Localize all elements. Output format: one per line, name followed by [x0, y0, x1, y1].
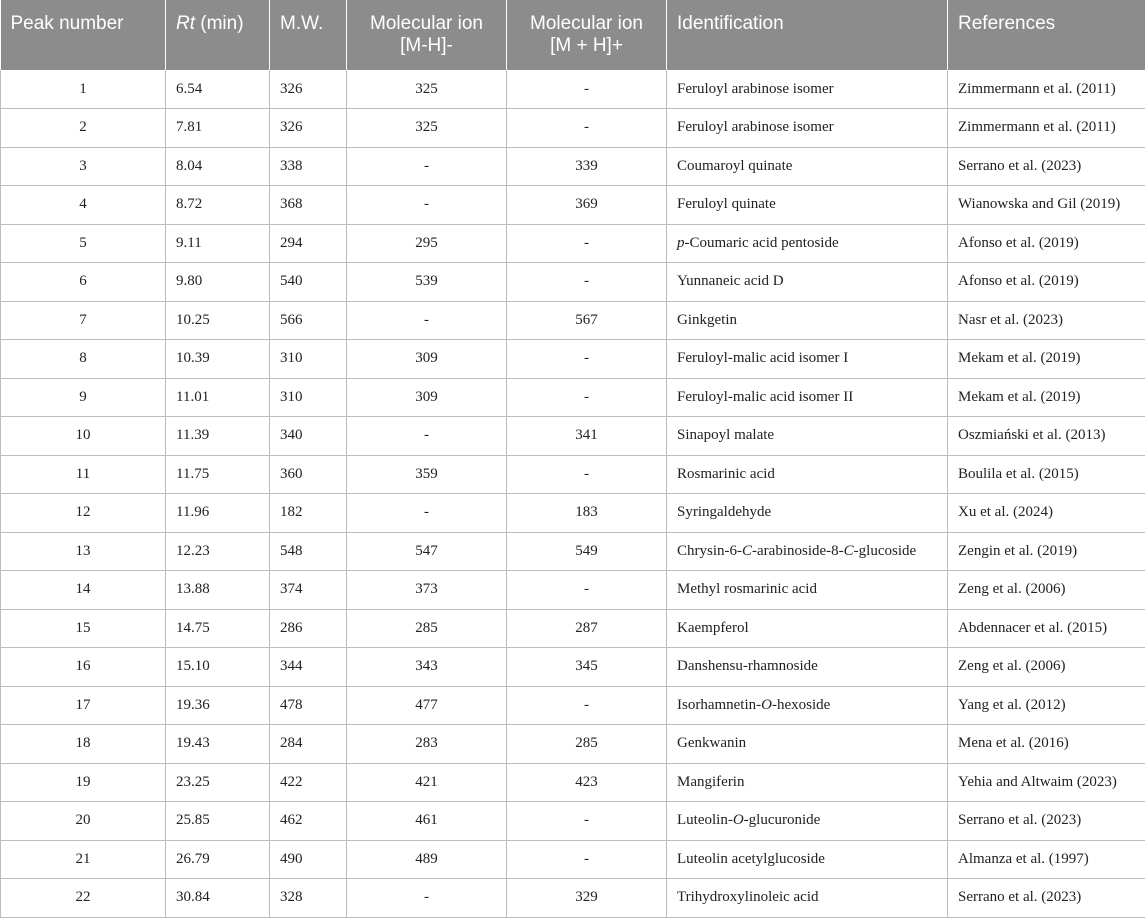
identification-segment: Genkwanin — [677, 735, 747, 752]
table-body — [1, 70, 1145, 917]
cell-reference: Boulila et al. (2015) — [948, 455, 1145, 494]
cell-peak-number: 20 — [1, 802, 166, 841]
cell-reference: Afonso et al. (2019) — [948, 263, 1145, 302]
cell-pos-ion: 345 — [507, 648, 667, 687]
header-pos-ion-line1: Molecular ion — [530, 13, 643, 34]
identification-segment: Kaempferol — [677, 619, 749, 636]
table-row — [1, 70, 1145, 109]
identification-segment: Isorhamnetin- — [677, 696, 762, 713]
cell-pos-ion: - — [507, 263, 667, 302]
table-row — [1, 571, 1145, 610]
cell-pos-ion: 287 — [507, 609, 667, 648]
cell-peak-number: 12 — [1, 494, 166, 533]
cell-pos-ion: - — [507, 378, 667, 417]
cell-pos-ion: - — [507, 70, 667, 109]
cell-neg-ion: - — [347, 301, 507, 340]
identification-segment: Danshensu-rhamnoside — [677, 658, 818, 675]
cell-retention-time: 9.11 — [166, 224, 270, 263]
table-row — [1, 802, 1145, 841]
cell-peak-number: 22 — [1, 879, 166, 918]
table-row — [1, 763, 1145, 802]
table-header — [1, 0, 1145, 70]
cell-peak-number: 9 — [1, 378, 166, 417]
cell-identification — [667, 609, 948, 648]
cell-molecular-weight: 360 — [270, 455, 347, 494]
cell-identification — [667, 648, 948, 687]
cell-reference: Mena et al. (2016) — [948, 725, 1145, 764]
table-row — [1, 494, 1145, 533]
cell-reference: Serrano et al. (2023) — [948, 802, 1145, 841]
cell-neg-ion: 343 — [347, 648, 507, 687]
cell-reference: Almanza et al. (1997) — [948, 840, 1145, 879]
cell-retention-time: 26.79 — [166, 840, 270, 879]
cell-molecular-weight: 340 — [270, 417, 347, 456]
cell-peak-number: 7 — [1, 301, 166, 340]
cell-reference: Zimmermann et al. (2011) — [948, 70, 1145, 109]
header-row — [1, 0, 1145, 70]
cell-neg-ion: - — [347, 879, 507, 918]
identification-segment: -hexoside — [771, 696, 831, 713]
header-identification-label: Identification — [677, 13, 784, 34]
cell-identification — [667, 763, 948, 802]
cell-reference: Zeng et al. (2006) — [948, 648, 1145, 687]
cell-neg-ion: 461 — [347, 802, 507, 841]
table-row — [1, 686, 1145, 725]
cell-molecular-weight: 284 — [270, 725, 347, 764]
cell-reference: Abdennacer et al. (2015) — [948, 609, 1145, 648]
table-row — [1, 532, 1145, 571]
cell-reference: Afonso et al. (2019) — [948, 224, 1145, 263]
cell-neg-ion: 373 — [347, 571, 507, 610]
table-row — [1, 109, 1145, 148]
cell-identification — [667, 686, 948, 725]
cell-retention-time: 13.88 — [166, 571, 270, 610]
table-row — [1, 186, 1145, 225]
cell-molecular-weight: 182 — [270, 494, 347, 533]
identification-segment: Feruloyl-malic acid isomer I — [677, 350, 849, 367]
header-rt-unit: (min) — [195, 13, 244, 34]
cell-reference: Oszmiański et al. (2013) — [948, 417, 1145, 456]
identification-segment: Luteolin- — [677, 812, 733, 829]
cell-peak-number: 6 — [1, 263, 166, 302]
cell-pos-ion: - — [507, 840, 667, 879]
cell-pos-ion: 549 — [507, 532, 667, 571]
cell-molecular-weight: 294 — [270, 224, 347, 263]
cell-pos-ion: - — [507, 571, 667, 610]
identification-segment: Syringaldehyde — [677, 504, 772, 521]
cell-retention-time: 12.23 — [166, 532, 270, 571]
cell-identification — [667, 802, 948, 841]
cell-neg-ion: - — [347, 186, 507, 225]
cell-reference: Mekam et al. (2019) — [948, 340, 1145, 379]
table-row — [1, 378, 1145, 417]
cell-neg-ion: 285 — [347, 609, 507, 648]
cell-peak-number: 21 — [1, 840, 166, 879]
cell-neg-ion: 295 — [347, 224, 507, 263]
cell-identification — [667, 417, 948, 456]
cell-reference: Zimmermann et al. (2011) — [948, 109, 1145, 148]
header-neg-ion — [347, 0, 507, 70]
cell-peak-number: 18 — [1, 725, 166, 764]
cell-molecular-weight: 344 — [270, 648, 347, 687]
cell-pos-ion: 567 — [507, 301, 667, 340]
cell-pos-ion: - — [507, 340, 667, 379]
identification-segment: Feruloyl-malic acid isomer II — [677, 388, 854, 405]
cell-pos-ion: - — [507, 109, 667, 148]
cell-identification — [667, 571, 948, 610]
table-row — [1, 455, 1145, 494]
identification-segment: Yunnaneic acid D — [677, 273, 784, 290]
cell-molecular-weight: 490 — [270, 840, 347, 879]
cell-pos-ion: 285 — [507, 725, 667, 764]
cell-peak-number: 13 — [1, 532, 166, 571]
cell-identification — [667, 494, 948, 533]
cell-neg-ion: 325 — [347, 109, 507, 148]
cell-identification — [667, 263, 948, 302]
table-row — [1, 725, 1145, 764]
cell-molecular-weight: 566 — [270, 301, 347, 340]
cell-peak-number: 10 — [1, 417, 166, 456]
header-neg-ion-line2: [M-H]- — [400, 35, 453, 56]
identification-segment: O — [761, 696, 772, 713]
cell-neg-ion: 539 — [347, 263, 507, 302]
cell-neg-ion: 309 — [347, 340, 507, 379]
table-row — [1, 609, 1145, 648]
cell-identification — [667, 378, 948, 417]
identification-segment: -glucuronide — [743, 812, 821, 829]
cell-reference: Mekam et al. (2019) — [948, 378, 1145, 417]
header-pos-ion-line2: [M + H]+ — [550, 35, 623, 56]
cell-neg-ion: - — [347, 417, 507, 456]
cell-identification — [667, 186, 948, 225]
header-rt-symbol: Rt — [176, 13, 195, 34]
cell-retention-time: 11.39 — [166, 417, 270, 456]
cell-peak-number: 8 — [1, 340, 166, 379]
cell-retention-time: 10.25 — [166, 301, 270, 340]
table-row — [1, 147, 1145, 186]
cell-pos-ion: - — [507, 224, 667, 263]
identification-segment: C — [742, 542, 753, 559]
cell-reference: Zengin et al. (2019) — [948, 532, 1145, 571]
table-row — [1, 417, 1145, 456]
identification-segment: Feruloyl quinate — [677, 196, 776, 213]
cell-retention-time: 25.85 — [166, 802, 270, 841]
cell-pos-ion: 423 — [507, 763, 667, 802]
cell-molecular-weight: 462 — [270, 802, 347, 841]
cell-neg-ion: 325 — [347, 70, 507, 109]
cell-reference: Nasr et al. (2023) — [948, 301, 1145, 340]
cell-identification — [667, 147, 948, 186]
cell-retention-time: 11.75 — [166, 455, 270, 494]
identification-segment: -glucoside — [853, 542, 917, 559]
identification-segment: C — [843, 542, 854, 559]
cell-retention-time: 11.96 — [166, 494, 270, 533]
cell-neg-ion: 489 — [347, 840, 507, 879]
identification-segment: Luteolin acetylglucoside — [677, 850, 825, 867]
cell-retention-time: 6.54 — [166, 70, 270, 109]
cell-pos-ion: - — [507, 802, 667, 841]
cell-peak-number: 2 — [1, 109, 166, 148]
cell-identification — [667, 879, 948, 918]
header-neg-ion-line1: Molecular ion — [370, 13, 483, 34]
cell-reference: Yehia and Altwaim (2023) — [948, 763, 1145, 802]
cell-peak-number: 15 — [1, 609, 166, 648]
cell-pos-ion: - — [507, 686, 667, 725]
identification-segment: Coumaroyl quinate — [677, 157, 793, 174]
header-mw — [270, 0, 347, 70]
cell-molecular-weight: 326 — [270, 70, 347, 109]
cell-identification — [667, 725, 948, 764]
table-row — [1, 879, 1145, 918]
cell-retention-time: 23.25 — [166, 763, 270, 802]
cell-retention-time: 8.72 — [166, 186, 270, 225]
cell-retention-time: 14.75 — [166, 609, 270, 648]
cell-neg-ion: 309 — [347, 378, 507, 417]
cell-neg-ion: - — [347, 494, 507, 533]
cell-peak-number: 19 — [1, 763, 166, 802]
cell-pos-ion: 183 — [507, 494, 667, 533]
identification-segment: Trihydroxylinoleic acid — [677, 889, 819, 906]
cell-neg-ion: 421 — [347, 763, 507, 802]
cell-reference: Serrano et al. (2023) — [948, 879, 1145, 918]
identification-segment: -Coumaric acid pentoside — [684, 234, 839, 251]
table-row — [1, 263, 1145, 302]
cell-neg-ion: 359 — [347, 455, 507, 494]
cell-pos-ion: 329 — [507, 879, 667, 918]
cell-peak-number: 17 — [1, 686, 166, 725]
cell-neg-ion: 477 — [347, 686, 507, 725]
cell-identification — [667, 840, 948, 879]
header-pos-ion — [507, 0, 667, 70]
cell-molecular-weight: 310 — [270, 340, 347, 379]
cell-molecular-weight: 286 — [270, 609, 347, 648]
cell-retention-time: 10.39 — [166, 340, 270, 379]
header-references-label: References — [958, 13, 1056, 34]
cell-molecular-weight: 422 — [270, 763, 347, 802]
identification-segment: Sinapoyl malate — [677, 427, 775, 444]
header-mw-label: M.W. — [280, 13, 324, 34]
cell-peak-number: 11 — [1, 455, 166, 494]
cell-molecular-weight: 338 — [270, 147, 347, 186]
identification-segment: Methyl rosmarinic acid — [677, 581, 817, 598]
cell-molecular-weight: 540 — [270, 263, 347, 302]
cell-identification — [667, 109, 948, 148]
cell-pos-ion: 339 — [507, 147, 667, 186]
cell-pos-ion: 341 — [507, 417, 667, 456]
cell-reference: Wianowska and Gil (2019) — [948, 186, 1145, 225]
cell-retention-time: 19.43 — [166, 725, 270, 764]
cell-peak-number: 16 — [1, 648, 166, 687]
identification-segment: Feruloyl arabinose isomer — [677, 80, 834, 97]
cell-identification — [667, 532, 948, 571]
table-row — [1, 840, 1145, 879]
cell-molecular-weight: 328 — [270, 879, 347, 918]
cell-identification — [667, 301, 948, 340]
cell-molecular-weight: 374 — [270, 571, 347, 610]
cell-peak-number: 14 — [1, 571, 166, 610]
cell-identification — [667, 70, 948, 109]
cell-retention-time: 19.36 — [166, 686, 270, 725]
cell-molecular-weight: 368 — [270, 186, 347, 225]
identification-segment: Chrysin-6- — [677, 542, 742, 559]
cell-retention-time: 8.04 — [166, 147, 270, 186]
cell-molecular-weight: 478 — [270, 686, 347, 725]
cell-retention-time: 11.01 — [166, 378, 270, 417]
cell-pos-ion: 369 — [507, 186, 667, 225]
identification-segment: Mangiferin — [677, 773, 745, 790]
table-row — [1, 301, 1145, 340]
cell-reference: Xu et al. (2024) — [948, 494, 1145, 533]
cell-molecular-weight: 310 — [270, 378, 347, 417]
header-references — [948, 0, 1145, 70]
identification-segment: Feruloyl arabinose isomer — [677, 119, 834, 136]
identification-segment: Rosmarinic acid — [677, 465, 775, 482]
header-identification — [667, 0, 948, 70]
table-row — [1, 648, 1145, 687]
cell-neg-ion: 547 — [347, 532, 507, 571]
cell-reference: Serrano et al. (2023) — [948, 147, 1145, 186]
cell-neg-ion: - — [347, 147, 507, 186]
identification-segment: O — [732, 812, 744, 829]
identification-segment: p — [677, 234, 685, 251]
cell-reference: Yang et al. (2012) — [948, 686, 1145, 725]
cell-retention-time: 9.80 — [166, 263, 270, 302]
cell-reference: Zeng et al. (2006) — [948, 571, 1145, 610]
header-rt — [166, 0, 270, 70]
header-peak-number-label: Peak number — [10, 13, 124, 34]
table-row — [1, 340, 1145, 379]
cell-peak-number: 1 — [1, 70, 166, 109]
cell-retention-time: 7.81 — [166, 109, 270, 148]
cell-neg-ion: 283 — [347, 725, 507, 764]
cell-retention-time: 15.10 — [166, 648, 270, 687]
cell-retention-time: 30.84 — [166, 879, 270, 918]
cell-peak-number: 4 — [1, 186, 166, 225]
cell-identification — [667, 224, 948, 263]
table-row — [1, 224, 1145, 263]
cell-molecular-weight: 326 — [270, 109, 347, 148]
identification-segment: -arabinoside-8- — [752, 542, 844, 559]
identification-segment: Ginkgetin — [677, 311, 737, 328]
header-peak-number — [1, 0, 166, 70]
cell-peak-number: 5 — [1, 224, 166, 263]
cell-identification — [667, 340, 948, 379]
cell-identification — [667, 455, 948, 494]
cell-peak-number: 3 — [1, 147, 166, 186]
cell-molecular-weight: 548 — [270, 532, 347, 571]
cell-pos-ion: - — [507, 455, 667, 494]
